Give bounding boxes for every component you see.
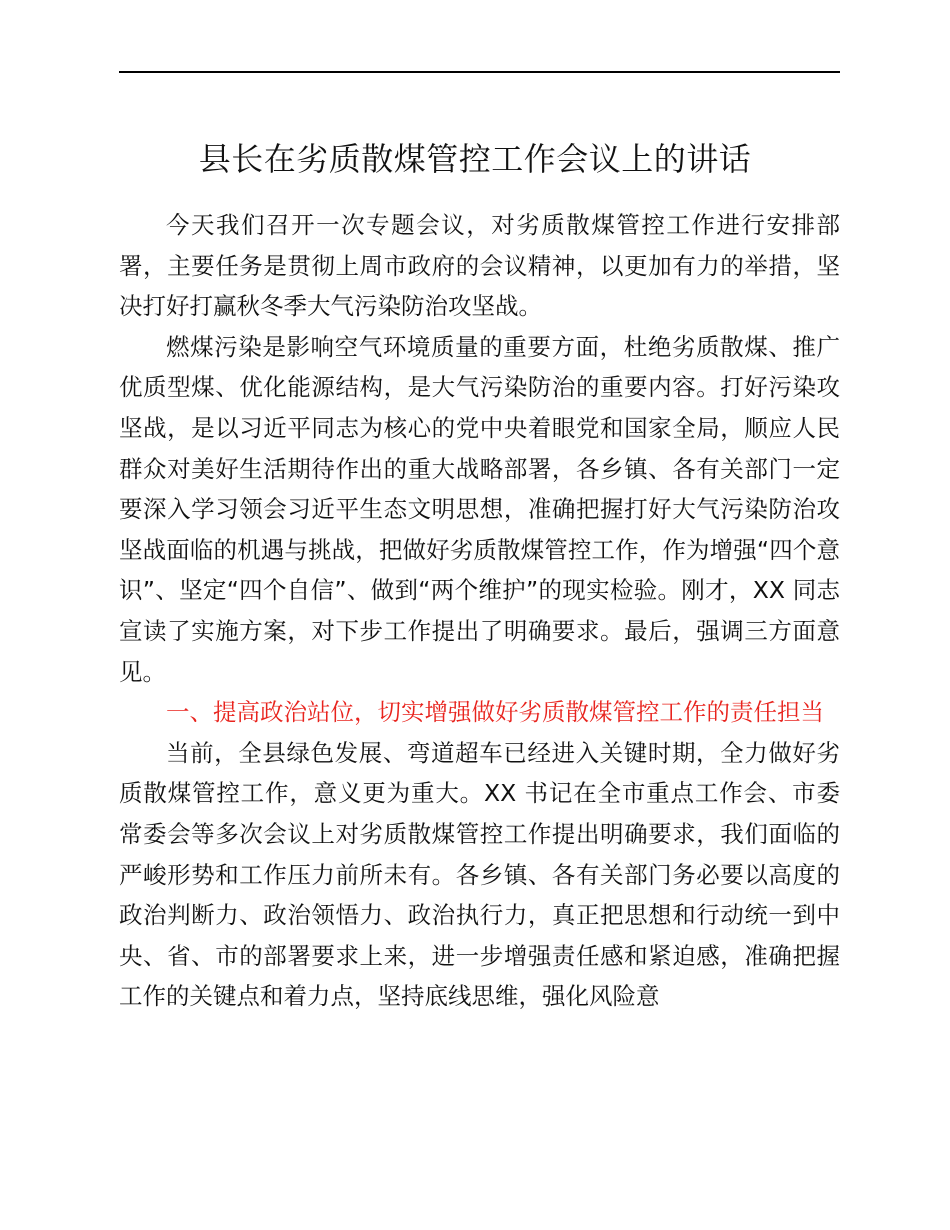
paragraph-coal-pollution: 燃煤污染是影响空气环境质量的重要方面，杜绝劣质散煤、推广优质型煤、优化能源结构，是大气污染防治的重要内容。打好污染攻坚战，是以习近平同志为核心的党中央着眼党和国家全局，顺应人民群众对美好生活期待作出的重大战略部署，各乡镇、各有关部门一定要深入学习领会习近平生态文明思想，准确把握打好大气污染防治攻坚战面临的机遇与挑战，把做好劣质散煤管控工作，作为增强“四个意识”、坚定“四个自信”、做到“两个维护”的现实检验。刚才，XX 同志宣读了实施方案，对下步工作提出了明确要求。最后，强调三方面意见。 <box>119 332 840 686</box>
paragraph-intro: 今天我们召开一次专题会议，对劣质散煤管控工作进行安排部署，主要任务是贯彻上周市政府的会议精神，以更加有力的举措，坚决打好打赢秋冬季大气污染防治攻坚战。 <box>119 211 840 321</box>
document-title: 县长在劣质散煤管控工作会议上的讲话 <box>198 140 752 178</box>
header-rule <box>119 71 840 73</box>
document-body <box>119 205 840 1017</box>
paragraph-current-situation: 当前，全县绿色发展、弯道超车已经进入关键时期，全力做好劣质散煤管控工作，意义更为重大。XX 书记在全市重点工作会、市委常委会等多次会议上对劣质散煤管控工作提出明确要求，我们面临的严峻形势和工作压力前所未有。各乡镇、各有关部门务必要以高度的政治判断力、政治领悟力、政治执行力，真正把思想和行动统一到中央、省、市的部署要求上来，进一步增强责任感和紧迫感，准确把握工作的关键点和着力点，坚持底线思维，强化风险意 <box>119 738 840 1011</box>
section-heading-one: 一、提高政治站位，切实增强做好劣质散煤管控工作的责任担当 <box>166 698 824 727</box>
